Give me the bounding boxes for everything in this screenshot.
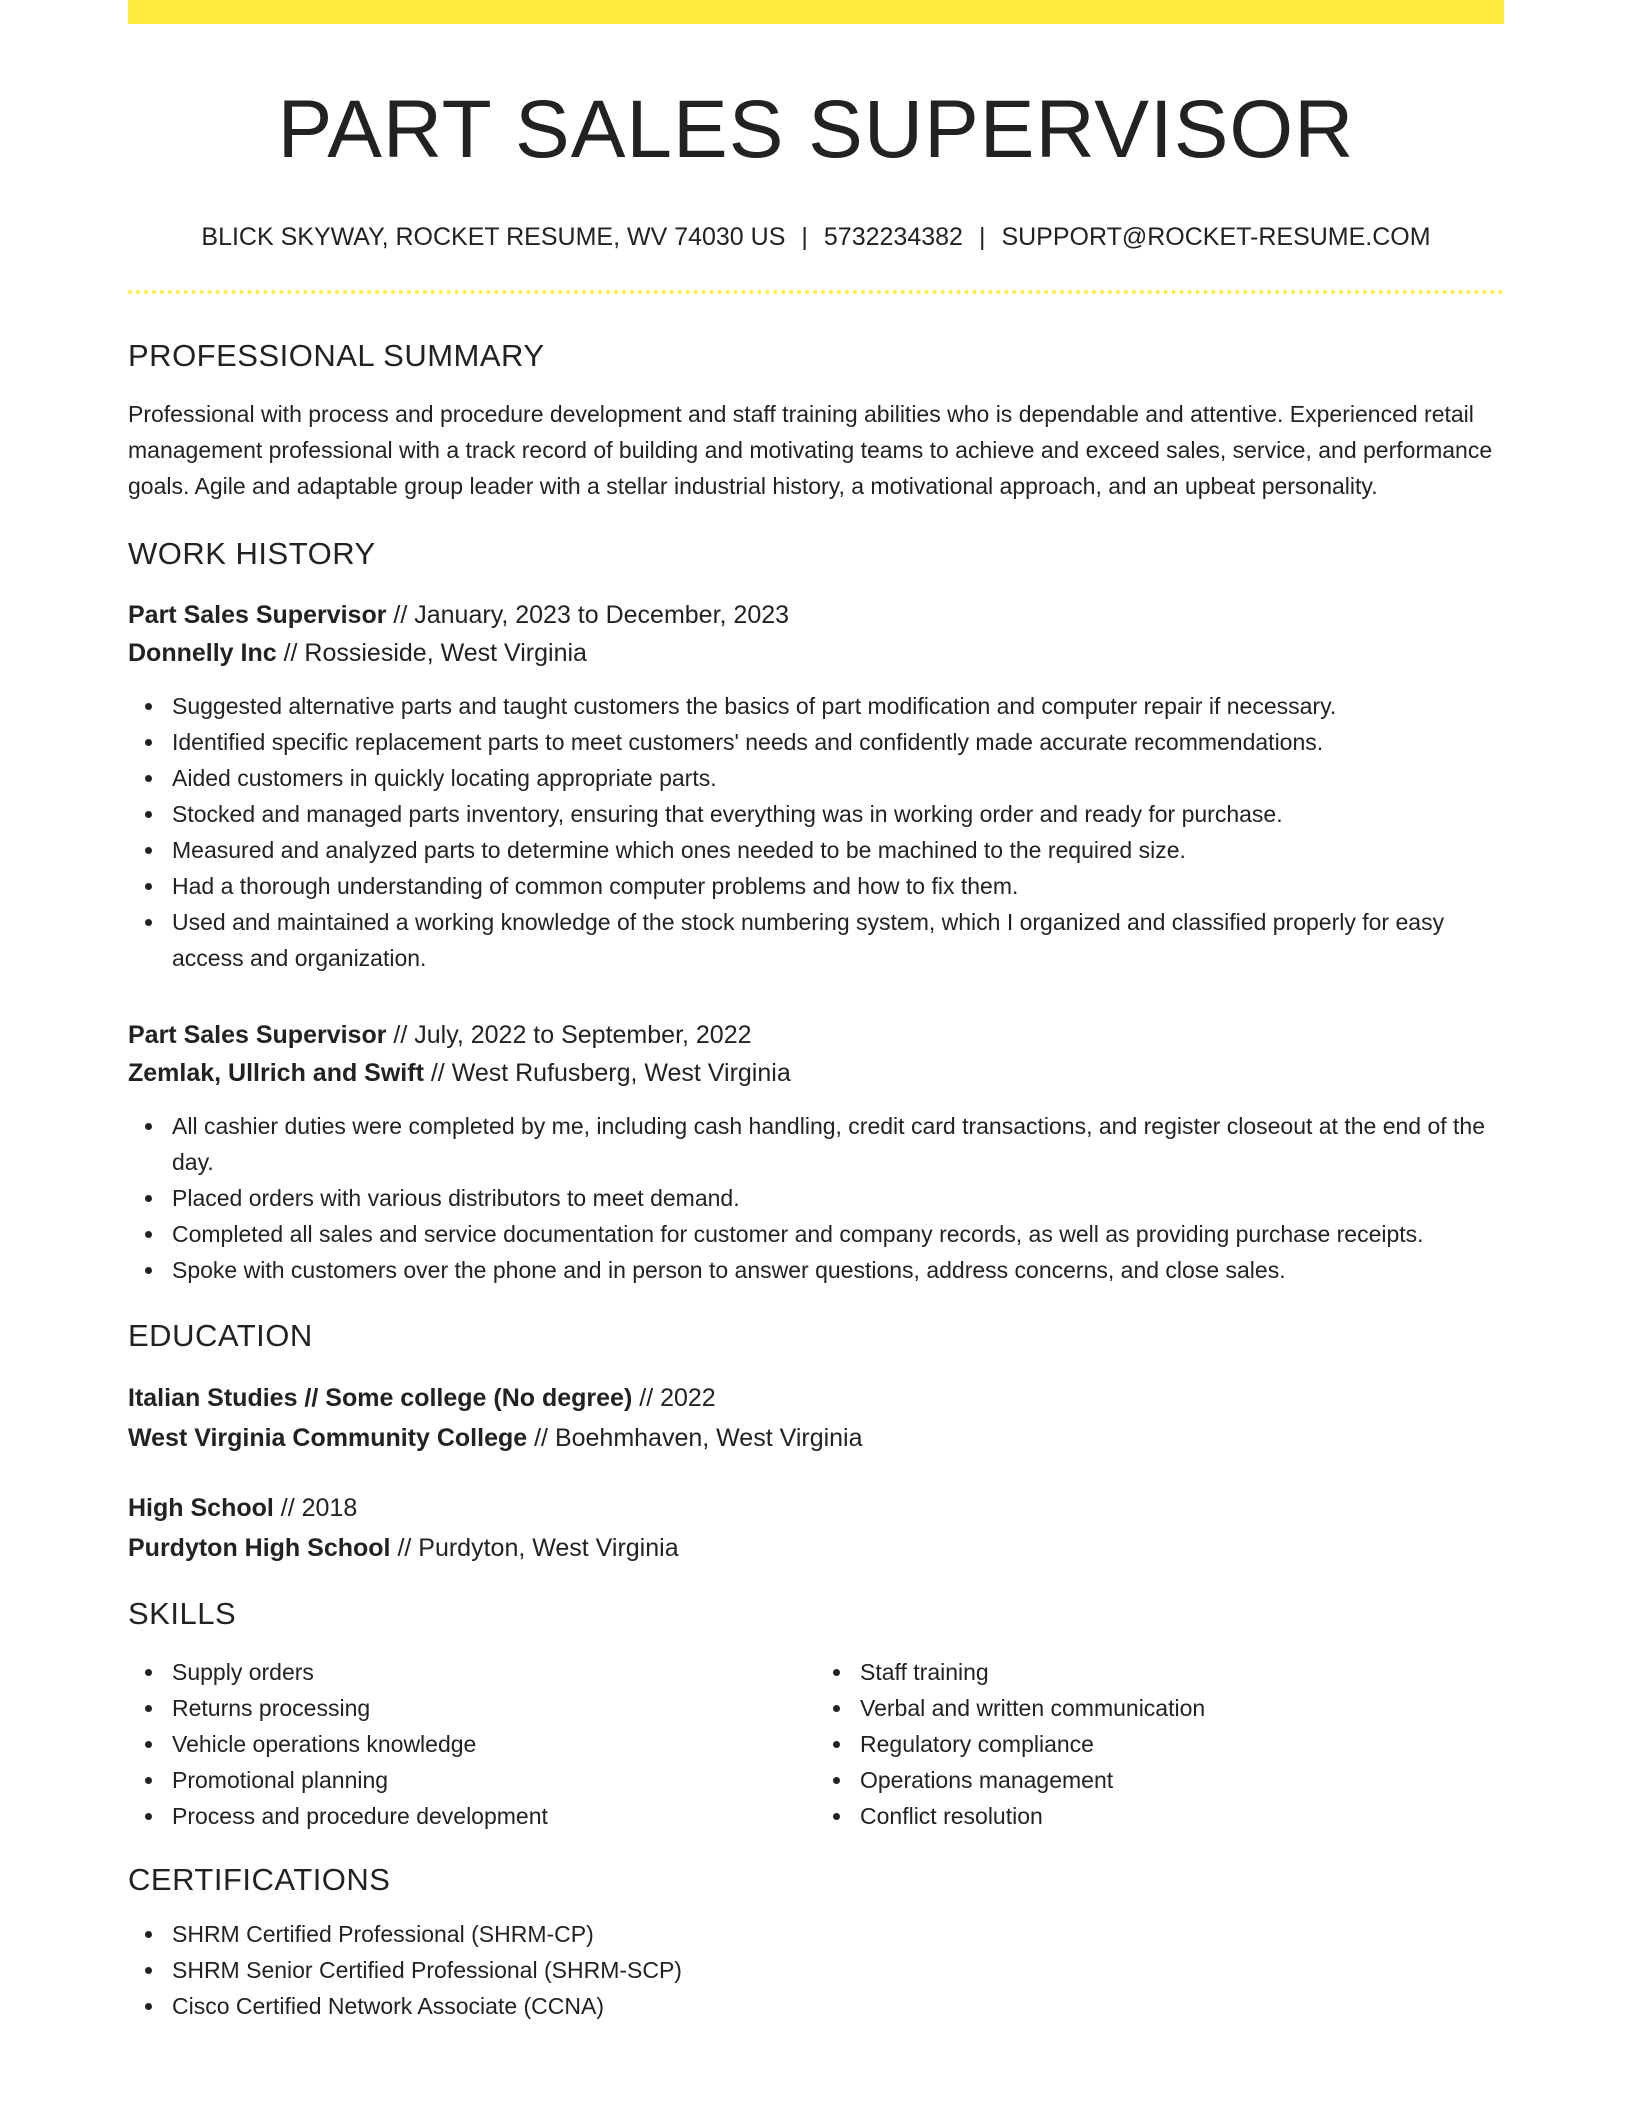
dotted-divider [128,290,1504,294]
skill-item: Process and procedure development [172,1798,816,1834]
certifications-list [128,1916,1504,2024]
skill-item: Vehicle operations knowledge [172,1726,816,1762]
section-title-work-history: WORK HISTORY [128,536,376,571]
section-title-certifications: CERTIFICATIONS [128,1862,391,1897]
contact-separator: | [801,223,808,251]
job-bullet: Used and maintained a working knowledge of the stock numbering system, which I organized and classified properly for easy access and organization. [172,904,1504,976]
education-entry [128,1378,1504,1458]
skill-item: Operations management [860,1762,1504,1798]
resume-page [128,0,1504,2024]
education-location: // Boehmhaven, West Virginia [527,1424,863,1452]
accent-top-bar [128,0,1504,24]
education-degree-line [128,1378,1504,1418]
skill-item: Verbal and written communication [860,1690,1504,1726]
contact-email: SUPPORT@ROCKET-RESUME.COM [1001,223,1431,251]
job-bullet: Completed all sales and service documentation for customer and company records, as well as providing purchase receipts. [172,1216,1504,1252]
contact-line [128,222,1504,252]
job-company-line [128,634,1504,672]
job-company: Donnelly Inc [128,639,277,667]
skills-column-right [816,1654,1504,1834]
education-year: // 2022 [632,1384,716,1412]
job-bullet: Stocked and managed parts inventory, ensuring that everything was in working order and ready for purchase. [172,796,1504,832]
job-bullet: All cashier duties were completed by me, including cash handling, credit card transactions, and register closeout at the end of the day. [172,1108,1504,1180]
education-school-line [128,1418,1504,1458]
education-school: West Virginia Community College [128,1424,528,1452]
job-bullet: Aided customers in quickly locating appropriate parts. [172,760,1504,796]
education-location: // Purdyton, West Virginia [390,1534,679,1562]
resume-title: PART SALES SUPERVISOR [277,84,1355,175]
section-title-education: EDUCATION [128,1318,313,1353]
job-bullet: Suggested alternative parts and taught customers the basics of part modification and computer repair if necessary. [172,688,1504,724]
job-role-line [128,596,1504,634]
job-role: Part Sales Supervisor [128,601,387,629]
education-degree: High School [128,1494,274,1522]
skill-item: Returns processing [172,1690,816,1726]
skill-item: Supply orders [172,1654,816,1690]
education-degree-line [128,1488,1504,1528]
job-bullet: Had a thorough understanding of common computer problems and how to fix them. [172,868,1504,904]
contact-separator: | [978,223,986,251]
skills-grid [128,1638,1504,1834]
skills-column-left [128,1654,816,1834]
skill-item: Conflict resolution [860,1798,1504,1834]
job-company-line [128,1054,1504,1092]
summary-text: Professional with process and procedure development and staff training abilities who is dependable and attentive. Experienced retail management professional with a track record of building and motivating teams to achieve and exceed sales, service, and performance goals. Agile and adaptable group leader with a stellar industrial history, a motivational approach, and an upbeat personality. [128,401,1493,499]
skill-item: Staff training [860,1654,1504,1690]
education-school: Purdyton High School [128,1534,391,1562]
job-dates: // January, 2023 to December, 2023 [386,601,790,629]
education-school-line [128,1528,1504,1568]
section-title-summary: PROFESSIONAL SUMMARY [128,338,545,373]
section-title-skills: SKILLS [128,1596,237,1631]
contact-phone: 5732234382 [823,223,963,251]
certification-item: SHRM Certified Professional (SHRM-CP) [172,1916,1504,1952]
skill-item: Regulatory compliance [860,1726,1504,1762]
job-role: Part Sales Supervisor [128,1021,387,1049]
job-bullets [128,1108,1504,1288]
job-role-line [128,1016,1504,1054]
contact-address: BLICK SKYWAY, ROCKET RESUME, WV 74030 US [201,223,786,251]
certification-item: SHRM Senior Certified Professional (SHRM-SCP) [172,1952,1504,1988]
job-company: Zemlak, Ullrich and Swift [128,1059,424,1087]
job-dates: // July, 2022 to September, 2022 [386,1021,752,1049]
education-entry [128,1488,1504,1568]
job-bullet: Identified specific replacement parts to meet customers' needs and confidently made accurate recommendations. [172,724,1504,760]
job-bullet: Placed orders with various distributors to meet demand. [172,1180,1504,1216]
job-location: // Rossieside, West Virginia [276,639,587,667]
job-entry [128,596,1504,976]
education-degree: Italian Studies // Some college (No degree) [128,1384,633,1412]
job-bullet: Spoke with customers over the phone and in person to answer questions, address concerns, and close sales. [172,1252,1504,1288]
education-year: // 2018 [273,1494,358,1522]
job-location: // West Rufusberg, West Virginia [423,1059,791,1087]
skill-item: Promotional planning [172,1762,816,1798]
job-bullet: Measured and analyzed parts to determine which ones needed to be machined to the required size. [172,832,1504,868]
certification-item: Cisco Certified Network Associate (CCNA) [172,1988,1504,2024]
job-entry [128,1016,1504,1288]
job-bullets [128,688,1504,976]
